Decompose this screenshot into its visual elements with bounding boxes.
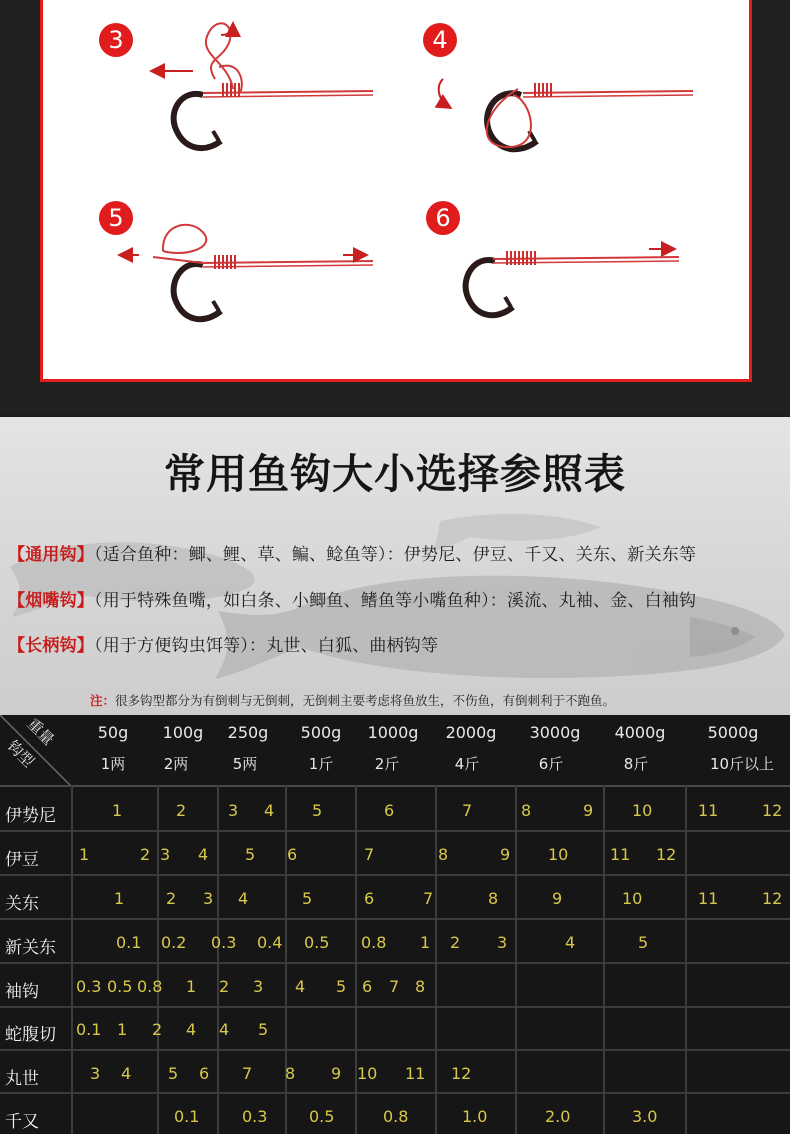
knot-step-4-drawing: [439, 79, 693, 149]
hook-type-line-long-shank: [8, 631, 438, 656]
row-label: 蛇腹切: [5, 1025, 56, 1045]
table-cell: 2: [152, 1020, 163, 1039]
table-cell: 6: [364, 889, 375, 908]
table-cell: 2: [140, 845, 151, 864]
corner-weight-label: 重量: [23, 714, 58, 749]
table-cell: 6: [362, 977, 373, 996]
column-weight-g: 4000g: [614, 723, 666, 742]
table-cell: 4: [186, 1020, 197, 1039]
table-cell: 4: [565, 933, 576, 952]
row-label: 袖钩: [5, 982, 39, 1002]
table-cell: 0.8: [383, 1107, 409, 1126]
row-label: 伊势尼: [5, 806, 56, 826]
row-label: 丸世: [5, 1069, 39, 1089]
column-weight-jin: 5两: [232, 755, 258, 773]
table-cell: 1: [420, 933, 431, 952]
column-divider: [435, 785, 437, 1134]
table-cell: 8: [521, 801, 532, 820]
table-cell: 5: [168, 1064, 179, 1083]
column-weight-g: 250g: [227, 723, 269, 742]
row-label: 千又: [5, 1112, 39, 1132]
table-cell: 12: [762, 889, 783, 908]
table-cell: 0.5: [309, 1107, 335, 1126]
table-cell: 10: [632, 801, 653, 820]
step-badge-3: 3: [99, 23, 133, 57]
table-cell: 11: [610, 845, 631, 864]
table-cell: 9: [500, 845, 511, 864]
table-cell: 0.5: [304, 933, 330, 952]
row-label: 伊豆: [5, 850, 39, 870]
column-weight-jin: 2两: [163, 755, 189, 773]
table-cell: 2: [450, 933, 461, 952]
hook-type-name: 【长柄钩】: [8, 636, 94, 656]
table-cell: 7: [462, 801, 473, 820]
table-cell: 3.0: [632, 1107, 658, 1126]
table-cell: 6: [287, 845, 298, 864]
column-weight-g: 50g: [97, 723, 129, 742]
table-cell: 11: [698, 801, 719, 820]
row-divider: [0, 962, 790, 964]
column-weight-jin: 6斤: [538, 755, 564, 773]
table-cell: 9: [583, 801, 594, 820]
hook-type-line-small-mouth: [8, 586, 696, 611]
column-weight-jin: 2斤: [374, 755, 400, 773]
column-divider: [157, 785, 159, 1134]
hook-type-desc: （适合鱼种：鲫、鲤、草、鳊、鲶鱼等）：伊势尼、伊豆、千又、关东、新关东等: [94, 545, 697, 565]
table-cell: 12: [451, 1064, 472, 1083]
table-cell: 0.5: [107, 977, 133, 996]
table-cell: 6: [384, 801, 395, 820]
table-cell: 11: [405, 1064, 426, 1083]
table-cell: 10: [622, 889, 643, 908]
table-cell: 4: [219, 1020, 230, 1039]
table-cell: 10: [357, 1064, 378, 1083]
table-cell: 10: [548, 845, 569, 864]
chart-header: [0, 417, 790, 715]
row-label: 关东: [5, 894, 39, 914]
hook-size-chart: [0, 417, 790, 1134]
table-cell: 3: [90, 1064, 101, 1083]
table-cell: 2: [176, 801, 187, 820]
table-cell: 0.8: [361, 933, 387, 952]
table-cell: 0.1: [174, 1107, 200, 1126]
barb-note: [90, 691, 615, 709]
table-cell: 7: [423, 889, 434, 908]
table-cell: 0.4: [257, 933, 283, 952]
table-cell: 3: [228, 801, 239, 820]
table-cell: 1: [114, 889, 125, 908]
table-cell: 11: [698, 889, 719, 908]
column-divider: [515, 785, 517, 1134]
hook-type-name: 【通用钩】: [8, 545, 94, 565]
table-cell: 2: [219, 977, 230, 996]
size-table: [0, 715, 790, 1134]
table-cell: 0.1: [116, 933, 142, 952]
hook-type-line-general: [8, 540, 696, 565]
table-cell: 0.1: [76, 1020, 102, 1039]
table-cell: 6: [199, 1064, 210, 1083]
column-weight-g: 500g: [300, 723, 342, 742]
table-cell: 3: [253, 977, 264, 996]
table-cell: 4: [238, 889, 249, 908]
knot-step-5-drawing: [121, 225, 373, 319]
column-weight-jin: 1斤: [308, 755, 334, 773]
hook-type-desc: （用于特殊鱼嘴，如白条、小鲫鱼、鳍鱼等小嘴鱼种）：溪流、丸袖、金、白袖钩: [94, 591, 697, 611]
column-weight-g: 1000g: [367, 723, 419, 742]
note-text: 很多钩型都分为有倒刺与无倒刺，无倒刺主要考虑将鱼放生，不伤鱼，有倒刺利于不跑鱼。: [115, 693, 616, 708]
column-weight-g: 2000g: [445, 723, 497, 742]
table-cell: 4: [295, 977, 306, 996]
column-divider: [217, 785, 219, 1134]
knot-drawings: [43, 0, 749, 379]
table-cell: 0.2: [161, 933, 187, 952]
table-cell: 9: [331, 1064, 342, 1083]
row-divider: [0, 1006, 790, 1008]
table-cell: 3: [203, 889, 214, 908]
table-cell: 3: [497, 933, 508, 952]
table-cell: 0.8: [137, 977, 163, 996]
step-badge-4: 4: [423, 23, 457, 57]
column-divider: [603, 785, 605, 1134]
table-cell: 1: [79, 845, 90, 864]
table-cell: 2.0: [545, 1107, 571, 1126]
column-weight-g: 3000g: [529, 723, 581, 742]
column-weight-jin: 8斤: [623, 755, 649, 773]
hook-type-name: 【烟嘴钩】: [8, 591, 94, 611]
table-cell: 1.0: [462, 1107, 488, 1126]
table-cell: 8: [285, 1064, 296, 1083]
column-weight-jin: 1两: [100, 755, 126, 773]
column-weight-g: 100g: [162, 723, 204, 742]
table-cell: 5: [336, 977, 347, 996]
table-cell: 8: [415, 977, 426, 996]
table-cell: 8: [488, 889, 499, 908]
table-cell: 8: [438, 845, 449, 864]
knot-steps-frame: [40, 0, 752, 382]
table-cell: 7: [389, 977, 400, 996]
table-cell: 0.3: [76, 977, 102, 996]
step-badge-5: 5: [99, 201, 133, 235]
table-cell: 1: [112, 801, 123, 820]
table-cell: 4: [121, 1064, 132, 1083]
table-cell: 12: [762, 801, 783, 820]
column-weight-jin: 10斤以上: [709, 755, 775, 773]
table-cell: 5: [302, 889, 313, 908]
row-label: 新关东: [5, 938, 56, 958]
table-cell: 12: [656, 845, 677, 864]
row-divider: [0, 785, 790, 787]
row-divider: [0, 1092, 790, 1094]
table-cell: 5: [258, 1020, 269, 1039]
table-cell: 4: [264, 801, 275, 820]
knot-step-6-drawing: [466, 249, 679, 315]
table-cell: 7: [364, 845, 375, 864]
table-cell: 5: [312, 801, 323, 820]
table-cell: 2: [166, 889, 177, 908]
table-cell: 1: [117, 1020, 128, 1039]
knot-step-3-drawing: [153, 23, 373, 148]
hook-type-desc: （用于方便钩虫饵等）：丸世、白狐、曲柄钩等: [94, 636, 439, 656]
note-label: 注：: [90, 693, 116, 708]
corner-hook-label: 钩型: [3, 736, 38, 771]
page-title: 常用鱼钩大小选择参照表: [164, 450, 626, 498]
row-divider: [0, 874, 790, 876]
column-weight-g: 5000g: [707, 723, 759, 742]
step-badge-6: 6: [426, 201, 460, 235]
table-cell: 9: [552, 889, 563, 908]
row-divider: [0, 830, 790, 832]
column-weight-jin: 4斤: [454, 755, 480, 773]
row-divider: [0, 1049, 790, 1051]
table-cell: 7: [242, 1064, 253, 1083]
table-cell: 1: [186, 977, 197, 996]
table-cell: 5: [245, 845, 256, 864]
knot-illustration-panel: [0, 0, 790, 415]
table-cell: 4: [198, 845, 209, 864]
table-cell: 5: [638, 933, 649, 952]
column-divider: [685, 785, 687, 1134]
table-cell: 3: [160, 845, 171, 864]
row-divider: [0, 918, 790, 920]
table-cell: 0.3: [242, 1107, 268, 1126]
table-cell: 0.3: [211, 933, 237, 952]
column-divider: [71, 785, 73, 1134]
